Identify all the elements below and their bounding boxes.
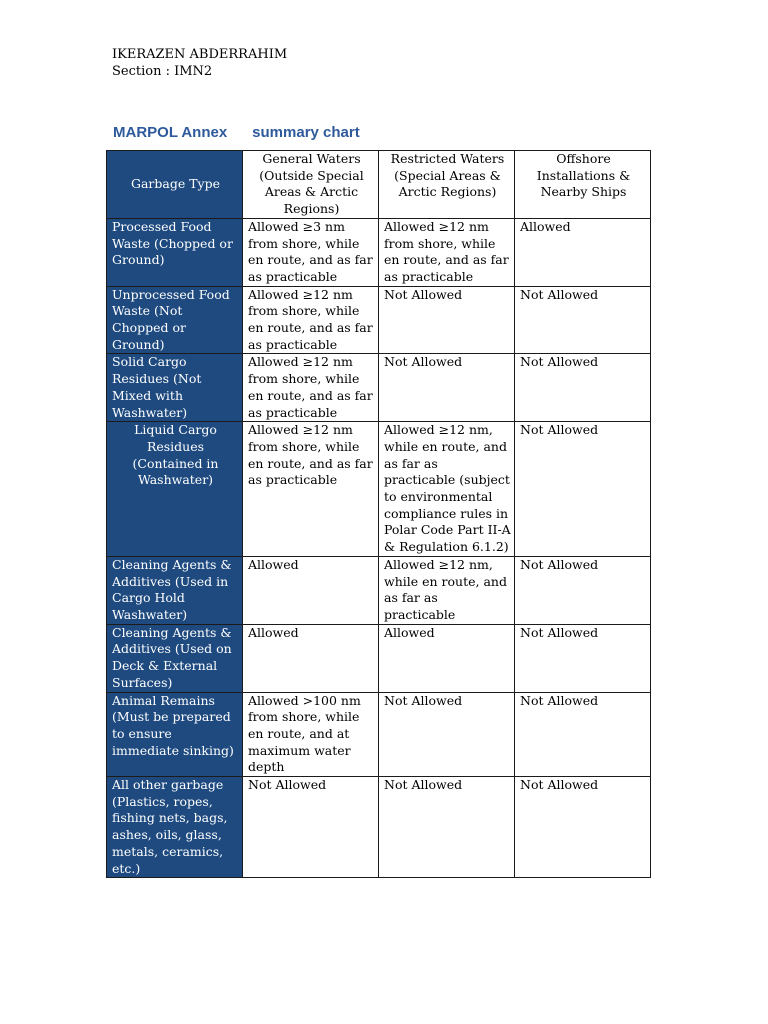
column-header-garbage-type: Garbage Type — [107, 151, 243, 219]
offshore-cell: Not Allowed — [515, 692, 651, 777]
garbage-type-cell: Unprocessed Food Waste (Not Chopped or Ground) — [107, 286, 243, 354]
offshore-cell: Not Allowed — [515, 286, 651, 354]
chart-title: MARPOL Annex summary chart — [113, 124, 360, 141]
restricted-waters-cell: Allowed — [379, 624, 515, 692]
marpol-summary-table — [106, 150, 651, 878]
offshore-cell: Not Allowed — [515, 624, 651, 692]
restricted-waters-cell: Not Allowed — [379, 286, 515, 354]
offshore-cell: Not Allowed — [515, 556, 651, 624]
garbage-type-cell: Liquid Cargo Residues (Contained in Washwater) — [107, 422, 243, 557]
general-waters-cell: Allowed ≥12 nm from shore, while en route, and as far as practicable — [243, 354, 379, 422]
restricted-waters-cell: Not Allowed — [379, 692, 515, 777]
table-row — [107, 354, 651, 422]
garbage-type-cell: All other garbage (Plastics, ropes, fishing nets, bags, ashes, oils, glass, metals, ceramics, etc.) — [107, 777, 243, 878]
general-waters-cell: Allowed ≥3 nm from shore, while en route, and as far as practicable — [243, 218, 379, 286]
restricted-waters-cell: Allowed ≥12 nm, while en route, and as far as practicable — [379, 556, 515, 624]
general-waters-cell: Allowed — [243, 624, 379, 692]
garbage-type-cell: Animal Remains (Must be prepared to ensure immediate sinking) — [107, 692, 243, 777]
general-waters-cell: Allowed — [243, 556, 379, 624]
column-header-general-waters: General Waters (Outside Special Areas & Arctic Regions) — [243, 151, 379, 219]
table-header-row — [107, 151, 651, 219]
document-header — [112, 46, 287, 80]
restricted-waters-cell: Not Allowed — [379, 777, 515, 878]
garbage-type-cell: Cleaning Agents & Additives (Used on Deck & External Surfaces) — [107, 624, 243, 692]
offshore-cell: Not Allowed — [515, 422, 651, 557]
column-header-offshore: Offshore Installations & Nearby Ships — [515, 151, 651, 219]
general-waters-cell: Allowed ≥12 nm from shore, while en route, and as far as practicable — [243, 286, 379, 354]
section-label: Section : IMN2 — [112, 64, 213, 79]
general-waters-cell: Allowed >100 nm from shore, while en route, and at maximum water depth — [243, 692, 379, 777]
table-row — [107, 422, 651, 557]
offshore-cell: Not Allowed — [515, 777, 651, 878]
restricted-waters-cell: Not Allowed — [379, 354, 515, 422]
table-row — [107, 777, 651, 878]
restricted-waters-cell: Allowed ≥12 nm, while en route, and as far as practicable (subject to environmental compliance rules in Polar Code Part II-A & Regulation 6.1.2) — [379, 422, 515, 557]
general-waters-cell: Not Allowed — [243, 777, 379, 878]
general-waters-cell: Allowed ≥12 nm from shore, while en route, and as far as practicable — [243, 422, 379, 557]
garbage-type-cell: Processed Food Waste (Chopped or Ground) — [107, 218, 243, 286]
table-row — [107, 692, 651, 777]
table-row — [107, 624, 651, 692]
table-row — [107, 286, 651, 354]
garbage-type-cell: Solid Cargo Residues (Not Mixed with Washwater) — [107, 354, 243, 422]
table-row — [107, 556, 651, 624]
garbage-type-cell: Cleaning Agents & Additives (Used in Cargo Hold Washwater) — [107, 556, 243, 624]
restricted-waters-cell: Allowed ≥12 nm from shore, while en route, and as far as practicable — [379, 218, 515, 286]
offshore-cell: Allowed — [515, 218, 651, 286]
table-row — [107, 218, 651, 286]
offshore-cell: Not Allowed — [515, 354, 651, 422]
column-header-restricted-waters: Restricted Waters (Special Areas & Arctic Regions) — [379, 151, 515, 219]
author-name: IKERAZEN ABDERRAHIM — [112, 47, 288, 62]
